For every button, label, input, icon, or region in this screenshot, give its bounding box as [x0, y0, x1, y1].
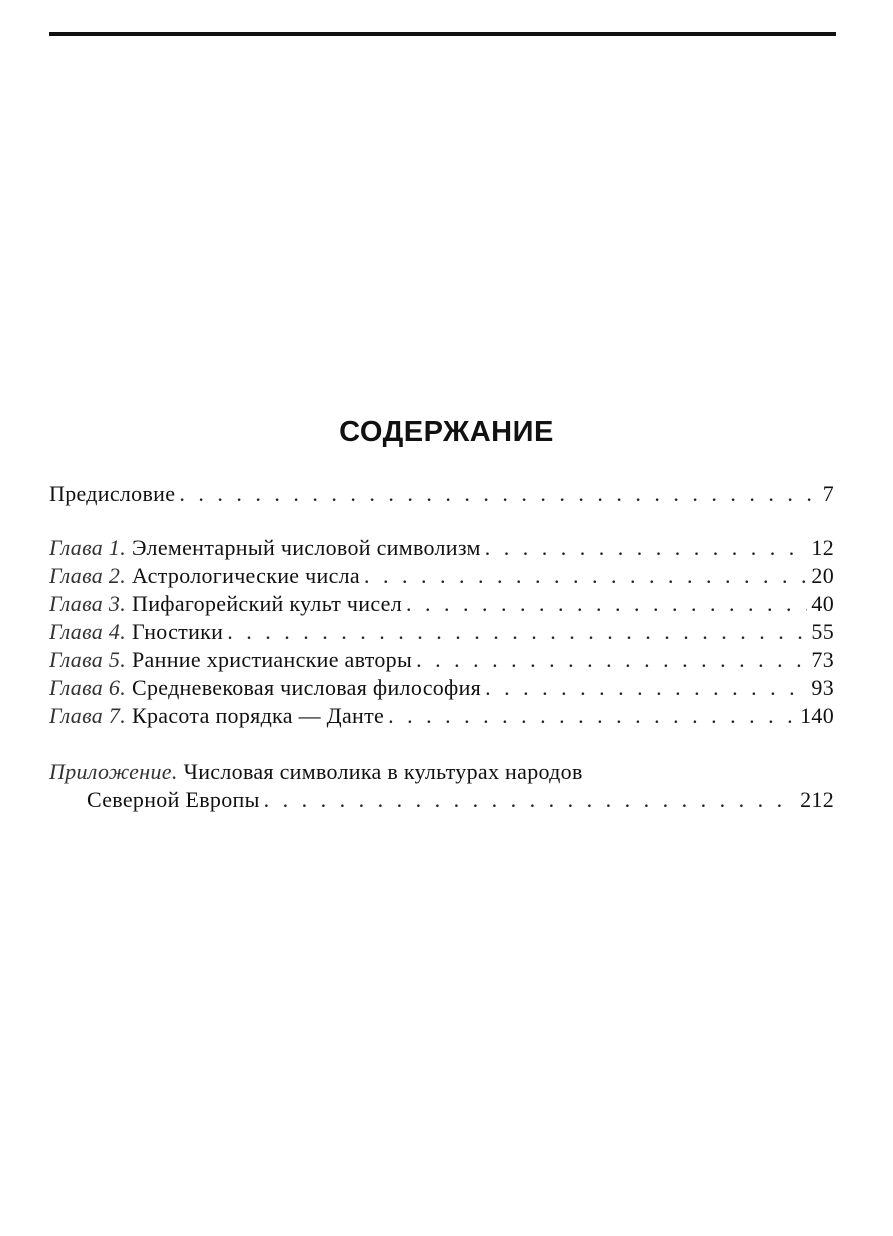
- chapter-title: Астрологические числа: [132, 563, 361, 588]
- leader-dots: [179, 480, 818, 508]
- chapter-prefix: Глава 5.: [49, 647, 127, 672]
- leader-dots: [388, 702, 796, 730]
- spacer: [49, 730, 834, 758]
- leader-dots: [264, 786, 796, 814]
- leader-dots: [485, 674, 807, 702]
- toc-entry-chapter-6: [49, 674, 834, 702]
- toc-entry-page: 55: [811, 619, 834, 644]
- toc-entry-page: 140: [800, 703, 834, 728]
- chapter-title: Средневековая числовая философия: [132, 675, 482, 700]
- chapter-prefix: Глава 7.: [49, 703, 127, 728]
- appendix-title-line-1: Числовая символика в культурах народов: [183, 759, 583, 784]
- toc-entry-appendix-continued: [49, 786, 834, 814]
- toc-entry-chapter-5: [49, 646, 834, 674]
- toc-entry-chapter-7: [49, 702, 834, 730]
- leader-dots: [227, 618, 807, 646]
- chapter-prefix: Глава 2.: [49, 563, 127, 588]
- chapter-prefix: Глава 6.: [49, 675, 127, 700]
- chapter-title: Гностики: [132, 619, 224, 644]
- toc-entry-page: 93: [811, 675, 834, 700]
- appendix-title-line-2: Северной Европы: [87, 787, 260, 812]
- toc-entry-page: 12: [811, 535, 834, 560]
- toc-entry-chapter-1: [49, 534, 834, 562]
- toc-entry-label: Предисловие: [49, 481, 176, 506]
- toc-entry-page: 73: [811, 647, 834, 672]
- toc-entry-chapter-4: [49, 618, 834, 646]
- leader-dots: [416, 646, 807, 674]
- chapter-prefix: Глава 1.: [49, 535, 127, 560]
- leader-dots: [364, 562, 807, 590]
- toc-entry-page: 40: [811, 591, 834, 616]
- toc-entry-page: 7: [822, 481, 834, 506]
- appendix-prefix: Приложение.: [49, 759, 178, 784]
- toc-entry-page: 20: [811, 563, 834, 588]
- spacer: [49, 508, 834, 534]
- chapter-prefix: Глава 4.: [49, 619, 127, 644]
- toc-entry-chapter-2: [49, 562, 834, 590]
- toc-entry-preface: [49, 480, 834, 508]
- chapter-title: Элементарный числовой символизм: [132, 535, 481, 560]
- chapter-title: Красота порядка — Данте: [132, 703, 385, 728]
- chapter-title: Пифагорейский культ чисел: [132, 591, 403, 616]
- table-of-contents: [49, 480, 834, 814]
- leader-dots: [406, 590, 807, 618]
- page-title: СОДЕРЖАНИЕ: [339, 416, 554, 448]
- leader-dots: [485, 534, 808, 562]
- chapter-title: Ранние христианские авторы: [132, 647, 413, 672]
- toc-entry-page: 212: [800, 787, 834, 812]
- chapter-prefix: Глава 3.: [49, 591, 127, 616]
- top-rule: [49, 32, 836, 36]
- toc-entry-chapter-3: [49, 590, 834, 618]
- toc-entry-appendix: [49, 758, 834, 786]
